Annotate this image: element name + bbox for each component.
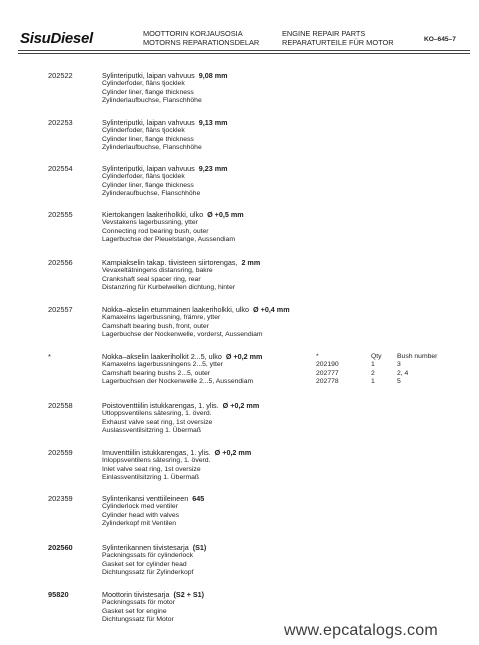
description-line: Lagerbuchse der Nockenwelle, vorderst, Aussendiam <box>102 331 263 339</box>
part-number: 202559 <box>48 448 73 457</box>
description-fi-text: Imuventtiilin istukkarengas, 1. ylis. <box>102 448 211 457</box>
description-line: Camshaft bearing bush, front, outer <box>102 322 209 330</box>
part-descriptions <box>102 495 204 529</box>
bush-table-cell: 3 <box>397 361 401 369</box>
header-title-fi-sv <box>143 29 259 47</box>
description-line: Zylinderaufbuchse, Flanschhöhe <box>102 190 201 198</box>
document-number: KO–645–7 <box>424 36 456 43</box>
description-line: Vevstakens lagerbussning, ytter <box>102 219 198 227</box>
description-line: Cylinder head with valves <box>102 511 180 519</box>
description-line: Cylinderfoder, fläns tjocklek <box>102 80 185 88</box>
part-spec: Ø +0,5 mm <box>207 210 244 219</box>
description-line: Utloppsventilens sätesring, 1. överd. <box>102 410 212 418</box>
description-line: Camshaft bearing bushs 2...5, outer <box>102 369 211 377</box>
description-line: Zylinderlaufbuchse, Flanschhöhe <box>102 97 202 105</box>
description-fi <box>102 402 259 410</box>
bush-table-cell: 2, 4 <box>397 369 409 377</box>
description-fi <box>102 495 204 503</box>
description-line: Gasket set for engine <box>102 607 167 615</box>
part-spec: (S1) <box>192 543 207 552</box>
part-descriptions <box>102 211 244 245</box>
header-title-en-de <box>282 29 394 47</box>
description-fi-text: Sylinteriputki, laipan vahvuus <box>102 118 195 127</box>
part-spec: (S2 + S1) <box>173 590 205 599</box>
description-fi-text: Sylinteriputki, laipan vahvuus <box>102 164 195 173</box>
part-spec: Ø +0,2 mm <box>214 448 252 457</box>
bush-table-cell: 1 <box>371 361 375 369</box>
header-title-de: REPARATURTEILE FÜR MOTOR <box>282 38 394 47</box>
description-line: Zylinderkopf mit Ventilen <box>102 520 177 528</box>
bush-table-header <box>316 353 476 361</box>
part-descriptions <box>102 72 227 106</box>
part-number: 202560 <box>48 543 73 552</box>
description-fi-text: Kampiakselin takap. tiivisteen siirtorengas, <box>102 258 238 267</box>
description-fi <box>102 306 290 314</box>
part-descriptions <box>102 402 259 436</box>
bush-table-cell: 1 <box>371 378 375 386</box>
bush-table-header-cell: * <box>316 353 319 360</box>
description-fi <box>102 259 260 267</box>
description-line: Einlassventilsitzring 1. Übermaß <box>102 474 200 482</box>
part-descriptions <box>102 353 262 387</box>
description-line: Distanzring für Kurbelwellen dichtung, hinter <box>102 284 235 292</box>
part-spec: 9,08 mm <box>198 71 228 80</box>
description-line: Kamaxelns lagerbussning, främre, ytter <box>102 314 221 322</box>
part-number: 202522 <box>48 71 73 80</box>
bush-table-cell: 202777 <box>316 369 339 377</box>
description-line: Packningssats för motor <box>102 599 175 607</box>
part-spec: 9,13 mm <box>198 118 228 127</box>
part-descriptions <box>102 165 227 199</box>
description-line: Lagerbuchse der Pleuelstange, Aussendiam <box>102 236 236 244</box>
description-line: Dichtungssatz für Motor <box>102 616 174 624</box>
part-spec: 2 mm <box>241 258 261 267</box>
description-fi-text: Sylinterikansi venttiileineen <box>102 494 189 503</box>
bush-table-header-cell: Qty <box>371 353 382 360</box>
description-fi <box>102 449 251 457</box>
part-spec: Ø +0,2 mm <box>222 401 260 410</box>
part-spec: Ø +0,2 mm <box>225 352 263 361</box>
description-fi <box>102 591 204 599</box>
watermark-text: www.epcatalogs.com <box>284 622 438 639</box>
description-line: Inlet valve seat ring, 1st oversize <box>102 465 201 473</box>
part-number: 202556 <box>48 258 73 267</box>
description-fi-text: Nokka–akselin etummainen laakeriholkki, ulko <box>102 305 250 314</box>
part-spec: Ø +0,4 mm <box>253 305 290 314</box>
part-number: 202557 <box>48 305 73 314</box>
description-fi-text: Moottorin tiivistesarja <box>102 590 170 599</box>
description-fi <box>102 544 206 552</box>
part-spec: 645 <box>192 494 205 503</box>
description-fi <box>102 165 227 173</box>
part-number: 95820 <box>48 590 69 599</box>
header-title-en: ENGINE REPAIR PARTS <box>282 29 366 38</box>
header-rule-bottom <box>18 53 470 54</box>
description-fi-text: Kiertokangen laakeriholkki, ulko <box>102 210 204 219</box>
description-fi <box>102 211 244 219</box>
bush-qty-table <box>316 353 476 387</box>
part-descriptions <box>102 259 260 293</box>
part-number: 202359 <box>48 494 73 503</box>
description-line: Zylinderlaufbuchse, Flanschhöhe <box>102 144 202 152</box>
part-descriptions <box>102 119 227 153</box>
part-descriptions <box>102 591 204 625</box>
part-descriptions <box>102 306 290 340</box>
description-fi-text: Sylinterikannen tiivistesarja <box>102 543 189 552</box>
description-line: Cylinderfoder, fläns tjocklek <box>102 127 185 135</box>
bush-table-cell: 2 <box>371 369 375 377</box>
description-line: Exhaust valve seat ring, 1st oversize <box>102 418 213 426</box>
description-fi-text: Nokka–akselin laakeriholkit 2...5, ulko <box>102 352 222 361</box>
sisudiesel-logo: SisuDiesel <box>20 30 93 47</box>
part-number: 202554 <box>48 164 73 173</box>
description-fi <box>102 119 227 127</box>
part-number: 202253 <box>48 118 73 127</box>
part-spec: 9,23 mm <box>198 164 228 173</box>
description-line: Cylinderfoder, fläns tjocklek <box>102 173 185 181</box>
description-line: Auslassventilsitzring 1. Übermaß <box>102 427 201 435</box>
description-fi-text: Poistoventtiilin istukkarengas, 1. ylis. <box>102 401 219 410</box>
bush-table-row <box>316 378 476 386</box>
description-line: Packningssats för cylinderlock <box>102 552 194 560</box>
description-line: Lagerbuchsen der Nockenwelle 2...5, Aussendiam <box>102 378 254 386</box>
description-line: Dichtungssatz für Zylinderkopf <box>102 569 194 577</box>
description-line: Vevaxeltätningens distansring, bakre <box>102 267 213 275</box>
bush-table-row <box>316 361 476 369</box>
description-line: Cylinder liner, flange thickness <box>102 135 194 143</box>
part-descriptions <box>102 544 206 578</box>
bush-table-cell: 202778 <box>316 378 339 386</box>
description-line: Crankshaft seal spacer ring, rear <box>102 275 201 283</box>
part-descriptions <box>102 449 251 483</box>
header-title-sv: MOTORNS REPARATIONSDELAR <box>143 38 260 47</box>
bush-table-cell: 202190 <box>316 361 339 369</box>
description-line: Cylinderlock med ventiler <box>102 503 178 511</box>
description-line: Cylinder liner, flange thickness <box>102 88 194 96</box>
description-fi-text: Sylinteriputki, laipan vahvuus <box>102 71 195 80</box>
part-number: 202558 <box>48 401 73 410</box>
part-number: 202555 <box>48 210 73 219</box>
part-number: * <box>48 352 51 361</box>
header-rule-top <box>18 50 470 51</box>
description-line: Cylinder liner, flange thickness <box>102 181 194 189</box>
description-line: Gasket set for cylinder head <box>102 560 187 568</box>
description-line: Connecting rod bearing bush, outer <box>102 227 209 235</box>
description-line: Kamaxelns lagerbussningens 2...5, ytter <box>102 361 223 369</box>
bush-table-header-cell: Bush number <box>397 353 438 360</box>
header-title-fi: MOOTTORIN KORJAUSOSIA <box>143 29 243 38</box>
bush-table-row <box>316 370 476 378</box>
description-line: Inloppsventilens sätesring, 1. överd. <box>102 457 211 465</box>
description-fi <box>102 72 227 80</box>
description-fi <box>102 353 262 361</box>
bush-table-cell: 5 <box>397 378 401 386</box>
